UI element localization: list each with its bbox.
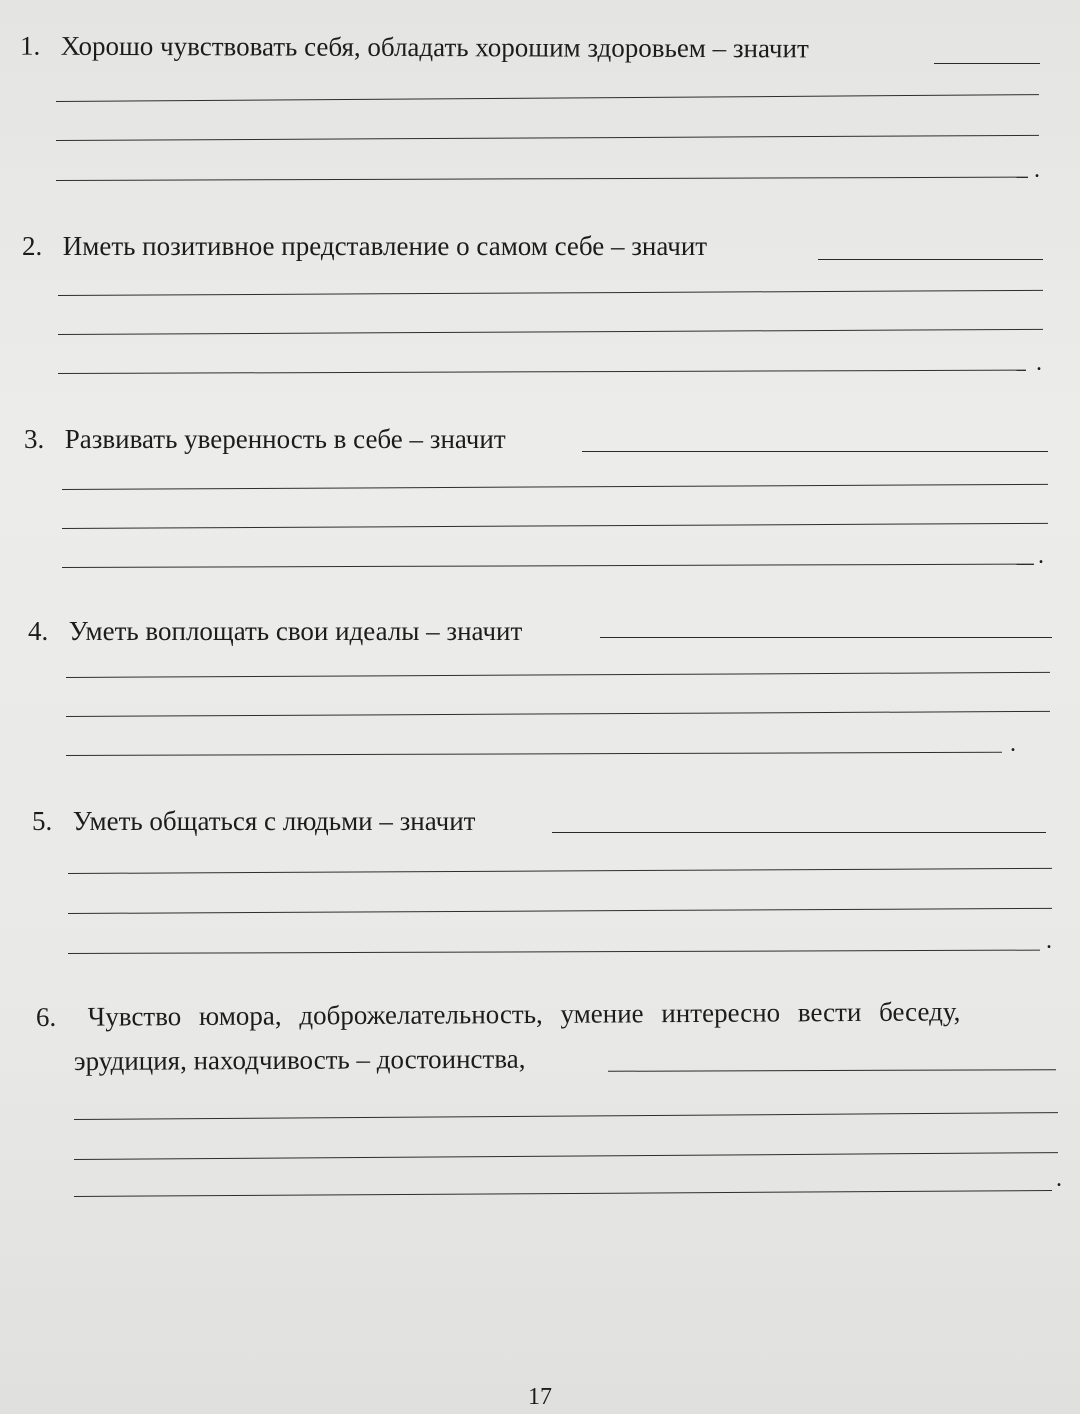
question-6-text-line-1 [36, 996, 961, 1032]
answer-line[interactable] [66, 711, 1050, 717]
period: . [1034, 157, 1040, 183]
page-number: 17 [528, 1384, 552, 1410]
answer-line[interactable] [62, 523, 1048, 529]
answer-blank-inline[interactable] [600, 637, 1052, 638]
answer-line[interactable] [56, 94, 1039, 102]
question-prompt: Хорошо чувствовать себя, обладать хорошим здоровьем – значит [60, 30, 809, 64]
question-1-text [20, 31, 809, 64]
answer-line[interactable] [74, 1152, 1058, 1160]
period: . [1010, 731, 1016, 757]
period: . [1038, 543, 1044, 569]
question-prompt: Уметь общаться с людьми – значит [72, 806, 476, 836]
answer-line[interactable] [66, 752, 1002, 756]
answer-line[interactable] [58, 290, 1043, 296]
question-prompt-line-1: Чувство юмора, доброжелательность, умение интересно вести беседу, [87, 996, 961, 1032]
answer-blank-inline[interactable] [552, 832, 1046, 833]
question-number: 4. [28, 616, 49, 646]
answer-line[interactable] [58, 329, 1043, 335]
answer-line[interactable] [74, 1112, 1058, 1120]
answer-line[interactable] [66, 672, 1050, 678]
question-prompt: Развивать уверенность в себе – значит [64, 424, 506, 454]
period: . [1056, 1166, 1062, 1192]
answer-line[interactable] [56, 177, 1028, 181]
question-number: 5. [32, 806, 53, 836]
answer-line[interactable] [68, 868, 1052, 874]
question-prompt: Иметь позитивное представление о самом себе – значит [62, 231, 708, 261]
question-prompt-line-2: эрудиция, находчивость – достоинства, [73, 1043, 526, 1076]
question-number: 6. [35, 1001, 57, 1032]
answer-line[interactable] [74, 1190, 1052, 1197]
answer-line[interactable] [62, 564, 1034, 568]
question-2-text [22, 231, 707, 261]
answer-line[interactable] [68, 950, 1040, 954]
question-number: 3. [24, 424, 45, 454]
period: . [1036, 350, 1042, 376]
question-prompt: Уметь воплощать свои идеалы – значит [68, 616, 523, 646]
answer-blank-inline[interactable] [582, 451, 1048, 452]
question-number: 1. [19, 30, 41, 61]
answer-line[interactable] [68, 908, 1052, 914]
question-4-text [28, 616, 522, 646]
answer-blank-inline[interactable] [608, 1069, 1056, 1072]
answer-line[interactable] [58, 370, 1026, 374]
question-number: 2. [22, 231, 43, 261]
answer-line[interactable] [56, 135, 1039, 141]
period: . [1046, 928, 1052, 954]
answer-blank-inline[interactable] [818, 259, 1043, 260]
answer-line[interactable] [62, 484, 1048, 490]
answer-blank-inline[interactable] [934, 63, 1040, 64]
question-3-text [24, 424, 506, 454]
question-5-text [32, 806, 475, 836]
question-6-text-line-2 [74, 1044, 526, 1076]
